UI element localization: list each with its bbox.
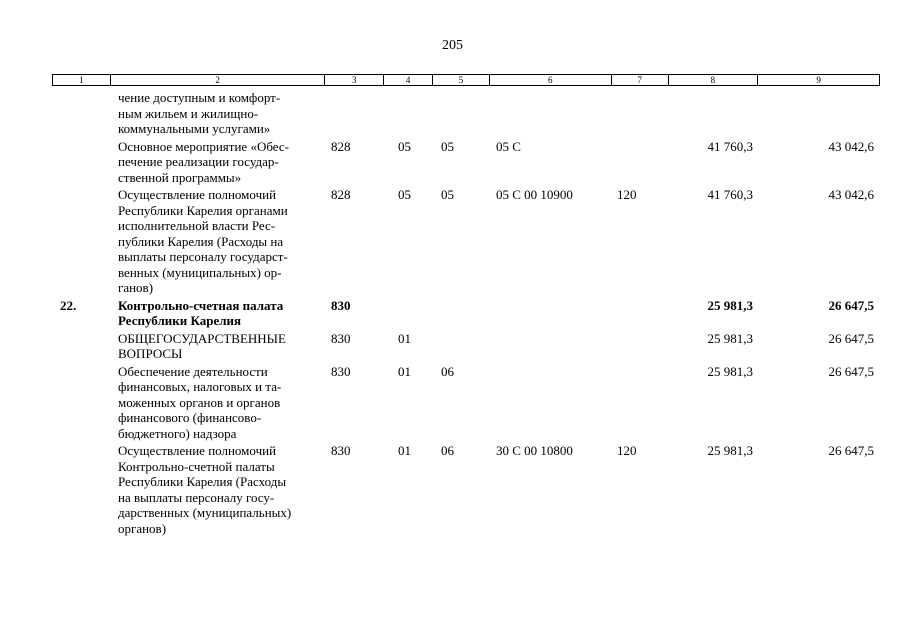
table-row — [52, 298, 880, 329]
section-code: 01 — [398, 330, 411, 346]
amount-year-1: 25 981,3 — [707, 330, 753, 346]
column-number-header — [52, 74, 880, 86]
row-name-line: венных (муниципальных) ор- — [118, 264, 282, 280]
row-name-line: выплаты персоналу государст- — [118, 249, 288, 264]
subsection-code: 06 — [441, 363, 454, 379]
row-name — [110, 298, 325, 329]
row-name-line: Осуществление полномочий — [118, 443, 277, 458]
row-name-line: моженных органов и органов — [118, 394, 281, 410]
row-name-line: Республики Карелия — [118, 313, 242, 328]
amount-year-2: 26 647,5 — [828, 297, 874, 313]
row-name-line: ОБЩЕГОСУДАРСТВЕННЫЕ — [118, 330, 286, 346]
subsection-code: 05 — [441, 187, 454, 202]
column-number: 5 — [433, 75, 490, 85]
row-name — [110, 90, 325, 137]
ministry-code: 828 — [331, 187, 351, 202]
row-name-line: Республики Карелия органами — [118, 202, 288, 218]
ministry-code: 830 — [331, 363, 351, 379]
target-item-code — [490, 298, 612, 329]
amount-year-2: 43 042,6 — [828, 138, 874, 154]
section-code — [384, 298, 433, 329]
amount-year-1 — [669, 90, 759, 137]
column-number: 2 — [111, 75, 325, 85]
column-number: 4 — [384, 75, 433, 85]
row-name-line: дарственных (муниципальных) — [118, 505, 292, 520]
row-number — [52, 187, 110, 296]
amount-year-1: 25 981,3 — [707, 363, 753, 379]
row-name-line: коммунальными услугами» — [118, 121, 271, 136]
row-name-line: печение реализации государ- — [118, 154, 279, 169]
target-item-code: 05 С — [496, 138, 521, 154]
row-name-line: Обеспечение деятельности — [118, 363, 268, 379]
row-name — [110, 443, 325, 536]
row-name-line: чение доступным и комфорт- — [118, 90, 281, 105]
table-row — [52, 139, 880, 186]
column-number: 8 — [669, 75, 759, 85]
row-name — [110, 139, 325, 186]
column-number: 3 — [325, 75, 384, 85]
target-item-code — [490, 364, 612, 442]
table-row — [52, 443, 880, 536]
section-code: 01 — [398, 363, 411, 379]
amount-year-2: 26 647,5 — [828, 330, 874, 346]
expense-type-code — [612, 139, 669, 186]
row-name-line: Осуществление полномочий — [118, 187, 277, 202]
table-row — [52, 187, 880, 296]
amount-year-2: 26 647,5 — [828, 363, 874, 379]
subsection-code — [433, 298, 490, 329]
ministry-code: 828 — [331, 138, 351, 154]
row-number — [52, 443, 110, 536]
amount-year-2: 43 042,6 — [828, 187, 874, 202]
row-name-line: Республики Карелия (Расходы — [118, 474, 287, 489]
budget-table-body — [52, 90, 880, 536]
row-name-line: ВОПРОСЫ — [118, 346, 183, 361]
row-name-line: исполнительной власти Рес- — [118, 218, 276, 233]
column-number: 7 — [612, 75, 669, 85]
expense-type-code — [612, 331, 669, 362]
column-number: 9 — [816, 75, 821, 85]
amount-year-1: 41 760,3 — [707, 187, 753, 202]
ministry-code: 830 — [331, 330, 351, 346]
row-number — [52, 90, 110, 137]
row-name — [110, 331, 325, 362]
row-name-line: публики Карелия (Расходы на — [118, 233, 284, 249]
column-number: 6 — [490, 75, 612, 85]
amount-year-2: 26 647,5 — [828, 443, 874, 458]
row-number — [52, 139, 110, 186]
row-number — [52, 364, 110, 442]
subsection-code — [433, 331, 490, 362]
row-number: 22. — [60, 297, 77, 313]
row-name-line: бюджетного) надзора — [118, 425, 237, 441]
target-item-code: 30 С 00 10800 — [496, 443, 573, 458]
expense-type-code — [612, 364, 669, 442]
row-name — [110, 364, 325, 442]
expense-type-code: 120 — [617, 443, 637, 458]
table-row — [52, 364, 880, 442]
section-code: 05 — [398, 138, 411, 154]
expense-type-code — [612, 298, 669, 329]
row-name-line: финансовых, налоговых и та- — [118, 379, 282, 394]
subsection-code — [433, 90, 490, 137]
row-name-line: ственной программы» — [118, 169, 242, 185]
expense-type-code — [612, 90, 669, 137]
table-row — [52, 90, 880, 137]
row-name-line: Контрольно-счетной палаты — [118, 458, 275, 474]
row-name-line: на выплаты персоналу госу- — [118, 489, 275, 505]
amount-year-2 — [759, 90, 880, 137]
row-name-line: Контрольно-счетная палата — [118, 297, 284, 313]
expense-type-code: 120 — [617, 187, 637, 202]
section-code: 01 — [398, 443, 411, 458]
target-item-code — [490, 331, 612, 362]
subsection-code: 06 — [441, 443, 454, 458]
target-item-code — [490, 90, 612, 137]
row-name-line: органов) — [118, 520, 167, 536]
row-name-line: ганов) — [118, 280, 154, 295]
column-number: 1 — [53, 75, 111, 85]
row-name-line: Основное мероприятие «Обес- — [118, 138, 289, 154]
target-item-code: 05 С 00 10900 — [496, 187, 573, 202]
section-code — [384, 90, 433, 137]
row-name-line: ным жильем и жилищно- — [118, 105, 259, 121]
section-code: 05 — [398, 187, 411, 202]
subsection-code: 05 — [441, 138, 454, 154]
row-number — [52, 331, 110, 362]
amount-year-1: 25 981,3 — [707, 297, 753, 313]
row-name — [110, 187, 325, 296]
ministry-code: 830 — [331, 297, 351, 313]
amount-year-1: 25 981,3 — [707, 443, 753, 458]
ministry-code: 830 — [331, 443, 351, 458]
amount-year-1: 41 760,3 — [707, 138, 753, 154]
row-name-line: финансового (финансово- — [118, 410, 262, 425]
ministry-code — [325, 90, 384, 137]
page-number: 205 — [442, 38, 463, 53]
table-row — [52, 331, 880, 362]
